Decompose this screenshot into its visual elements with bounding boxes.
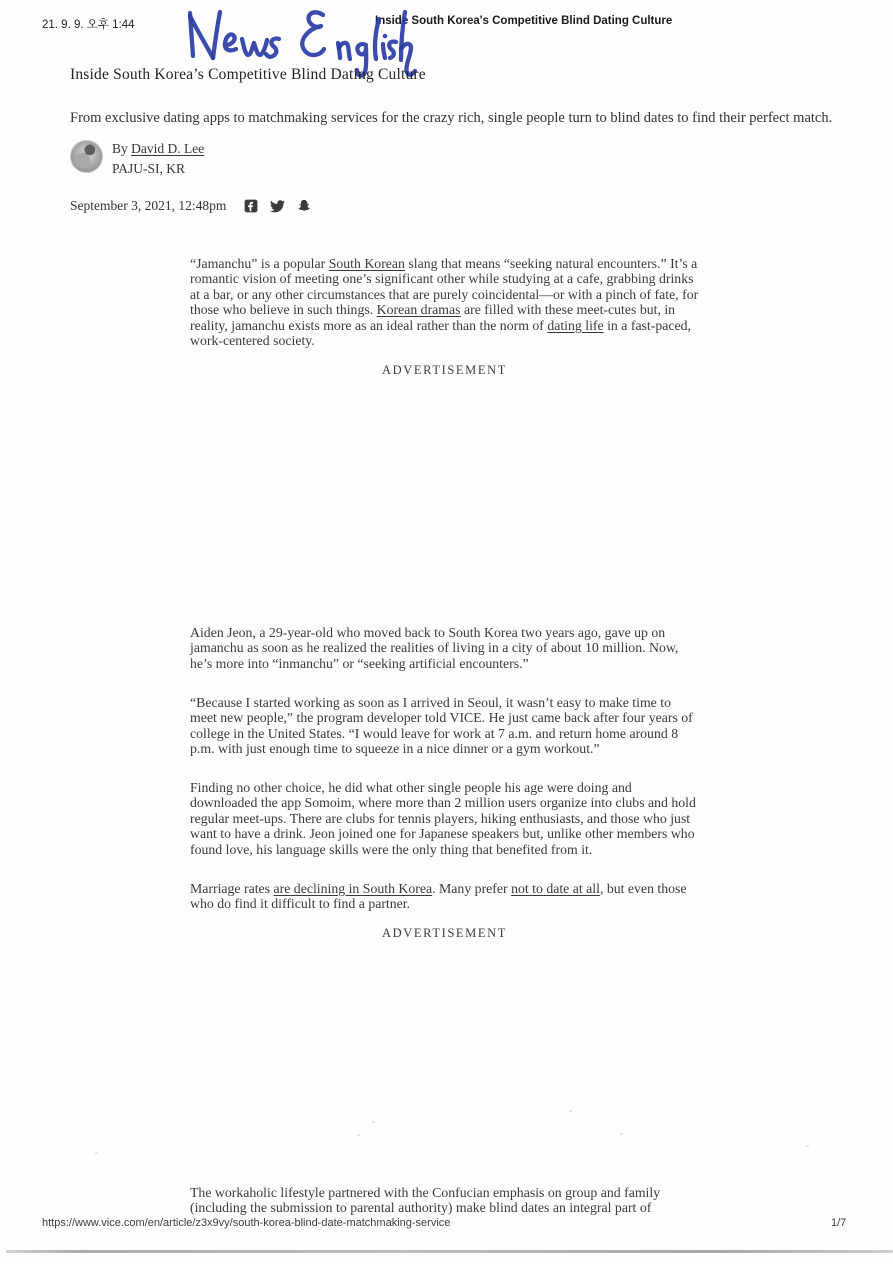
- inline-link[interactable]: dating life: [547, 317, 604, 333]
- article-paragraph: Marriage rates are declining in South Korea. Many prefer not to date at all, but even those who do find it difficult to find a partner.: [190, 880, 687, 912]
- facebook-icon[interactable]: [244, 199, 258, 213]
- author-avatar: [70, 140, 103, 173]
- inline-link[interactable]: South Korean: [328, 255, 405, 271]
- article-paragraph: “Jamanchu” is a popular South Korean slang that means “seeking natural encounters.” It’s a romantic vision of meeting one’s significant other while studying at a cafe, grabbing drinks at a bar, or any other circumstances that are purely coincidental—or with a pinch of fate, for those who believe in such things. Korean dramas are filled with these meet-cutes but, in reality, jamanchu exists more as an ideal rather than the norm of dating life in a fast-paced, work-centered society.: [190, 255, 699, 349]
- scan-edge-line: [6, 1250, 893, 1253]
- inline-link[interactable]: Korean dramas: [376, 302, 461, 318]
- article-subtitle: From exclusive dating apps to matchmaking services for the crazy rich, single people turn to blind dates to find their perfect match.: [70, 110, 833, 126]
- article-paragraph: Finding no other choice, he did what other single people his age were doing and downloaded the app Somoim, where more than 2 million users organize into clubs and hold regular meet-ups. There are clubs for tennis players, hiking enthusiasts, and those who just want to have a drink. Jeon joined one for Japanese speakers but, unlike other members who found love, his language skills were the only thing that benefited from it.: [190, 779, 696, 857]
- byline-prefix: By: [112, 141, 132, 156]
- scan-speck: [806, 1145, 809, 1147]
- inline-link[interactable]: are declining in South Korea: [273, 880, 433, 896]
- advertisement-label: ADVERTISEMENT: [382, 926, 507, 940]
- snapchat-icon[interactable]: [297, 199, 311, 213]
- author-link[interactable]: David D. Lee: [131, 141, 205, 156]
- publish-row: [70, 198, 311, 214]
- scan-speck: [620, 1133, 623, 1135]
- inline-link[interactable]: not to date at all: [511, 880, 600, 896]
- article-paragraph: Aiden Jeon, a 29-year-old who moved back to South Korea two years ago, gave up on jamanchu as soon as he realized the realities of living in a city of about 10 million. Now, he’s more into “inmanchu” or “seeking artificial encounters.”: [190, 624, 679, 671]
- article-paragraph: “Because I started working as soon as I arrived in Seoul, it wasn’t easy to make time to meet new people,” the program developer told VICE. He just came back after four years of college in the United States. “I would leave for work at 7 a.m. and return home around 8 p.m. with just enough time to squeeze in a nice dinner or a gym workout.”: [190, 694, 693, 757]
- scan-speck: [569, 1110, 572, 1112]
- scan-speck: [357, 1134, 360, 1136]
- print-footer-page: 1/7: [831, 1217, 847, 1229]
- print-header-datetime: 21. 9. 9. 오후 1:44: [42, 19, 135, 31]
- byline: [112, 139, 204, 179]
- print-header-title: Inside South Korea's Competitive Blind Dating Culture: [375, 15, 673, 27]
- scan-speck: [95, 1152, 98, 1154]
- share-buttons: [244, 199, 311, 213]
- article-title: Inside South Korea’s Competitive Blind Dating Culture: [70, 66, 426, 83]
- article-paragraph: The workaholic lifestyle partnered with the Confucian emphasis on group and family (including the submission to parental authority) make blind dates an integral part of: [190, 1184, 661, 1216]
- advertisement-label: ADVERTISEMENT: [382, 363, 507, 377]
- byline-location: PAJU-SI, KR: [112, 161, 186, 176]
- publish-date: September 3, 2021, 12:48pm: [70, 198, 227, 213]
- twitter-icon[interactable]: [270, 200, 285, 213]
- scan-speck: [372, 1121, 375, 1123]
- print-footer-url: https://www.vice.com/en/article/z3x9vy/south-korea-blind-date-matchmaking-service: [42, 1217, 451, 1229]
